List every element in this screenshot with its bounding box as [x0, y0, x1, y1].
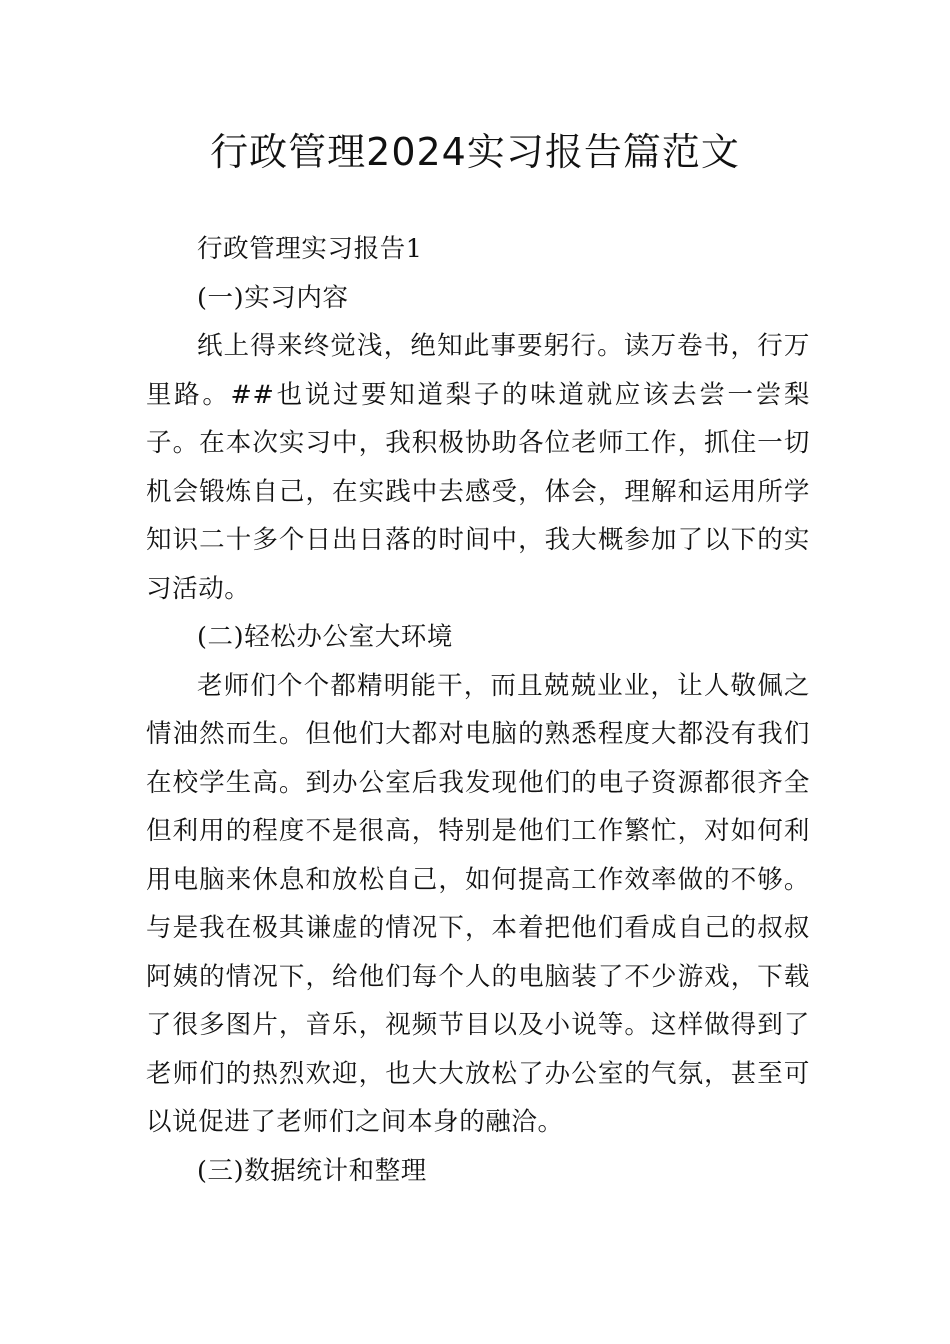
section-heading: (一)实习内容 — [197, 282, 349, 313]
document-title: 行政管理2024实习报告篇范文 — [210, 130, 740, 174]
section-heading: (三)数据统计和整理 — [197, 1155, 427, 1186]
body-paragraph: 老师们个个都精明能干，而且兢兢业业，让人敬佩之情油然而生。但他们大都对电脑的熟悉程度大都没有我们在校学生高。到办公室后我发现他们的电子资源都很齐全但利用的程度不是很高，特别是他们工作繁忙，对如何利用电脑来休息和放松自己，如何提高工作效率做的不够。与是我在极其谦虚的情况下，本着把他们看成自己的叔叔阿姨的情况下，给他们每个人的电脑装了不少游戏，下载了很多图片，音乐，视频节目以及小说等。这样做得到了老师们的热烈欢迎，也大大放松了办公室的气氛，甚至可以说促进了老师们之间本身的融洽。 — [146, 670, 810, 1137]
document-body — [146, 225, 810, 1195]
section-heading: (二)轻松办公室大环境 — [197, 622, 453, 652]
body-paragraph: 纸上得来终觉浅，绝知此事要躬行。读万卷书，行万里路。##也说过要知道梨子的味道就应该去尝一尝梨子。在本次实习中，我积极协助各位老师工作，抓住一切机会锻炼自己，在实践中去感受，体会，理解和运用所学知识二十多个日出日落的时间中，我大概参加了以下的实习活动。 — [146, 331, 810, 604]
subtitle-paragraph: 行政管理实习报告1 — [197, 234, 423, 264]
